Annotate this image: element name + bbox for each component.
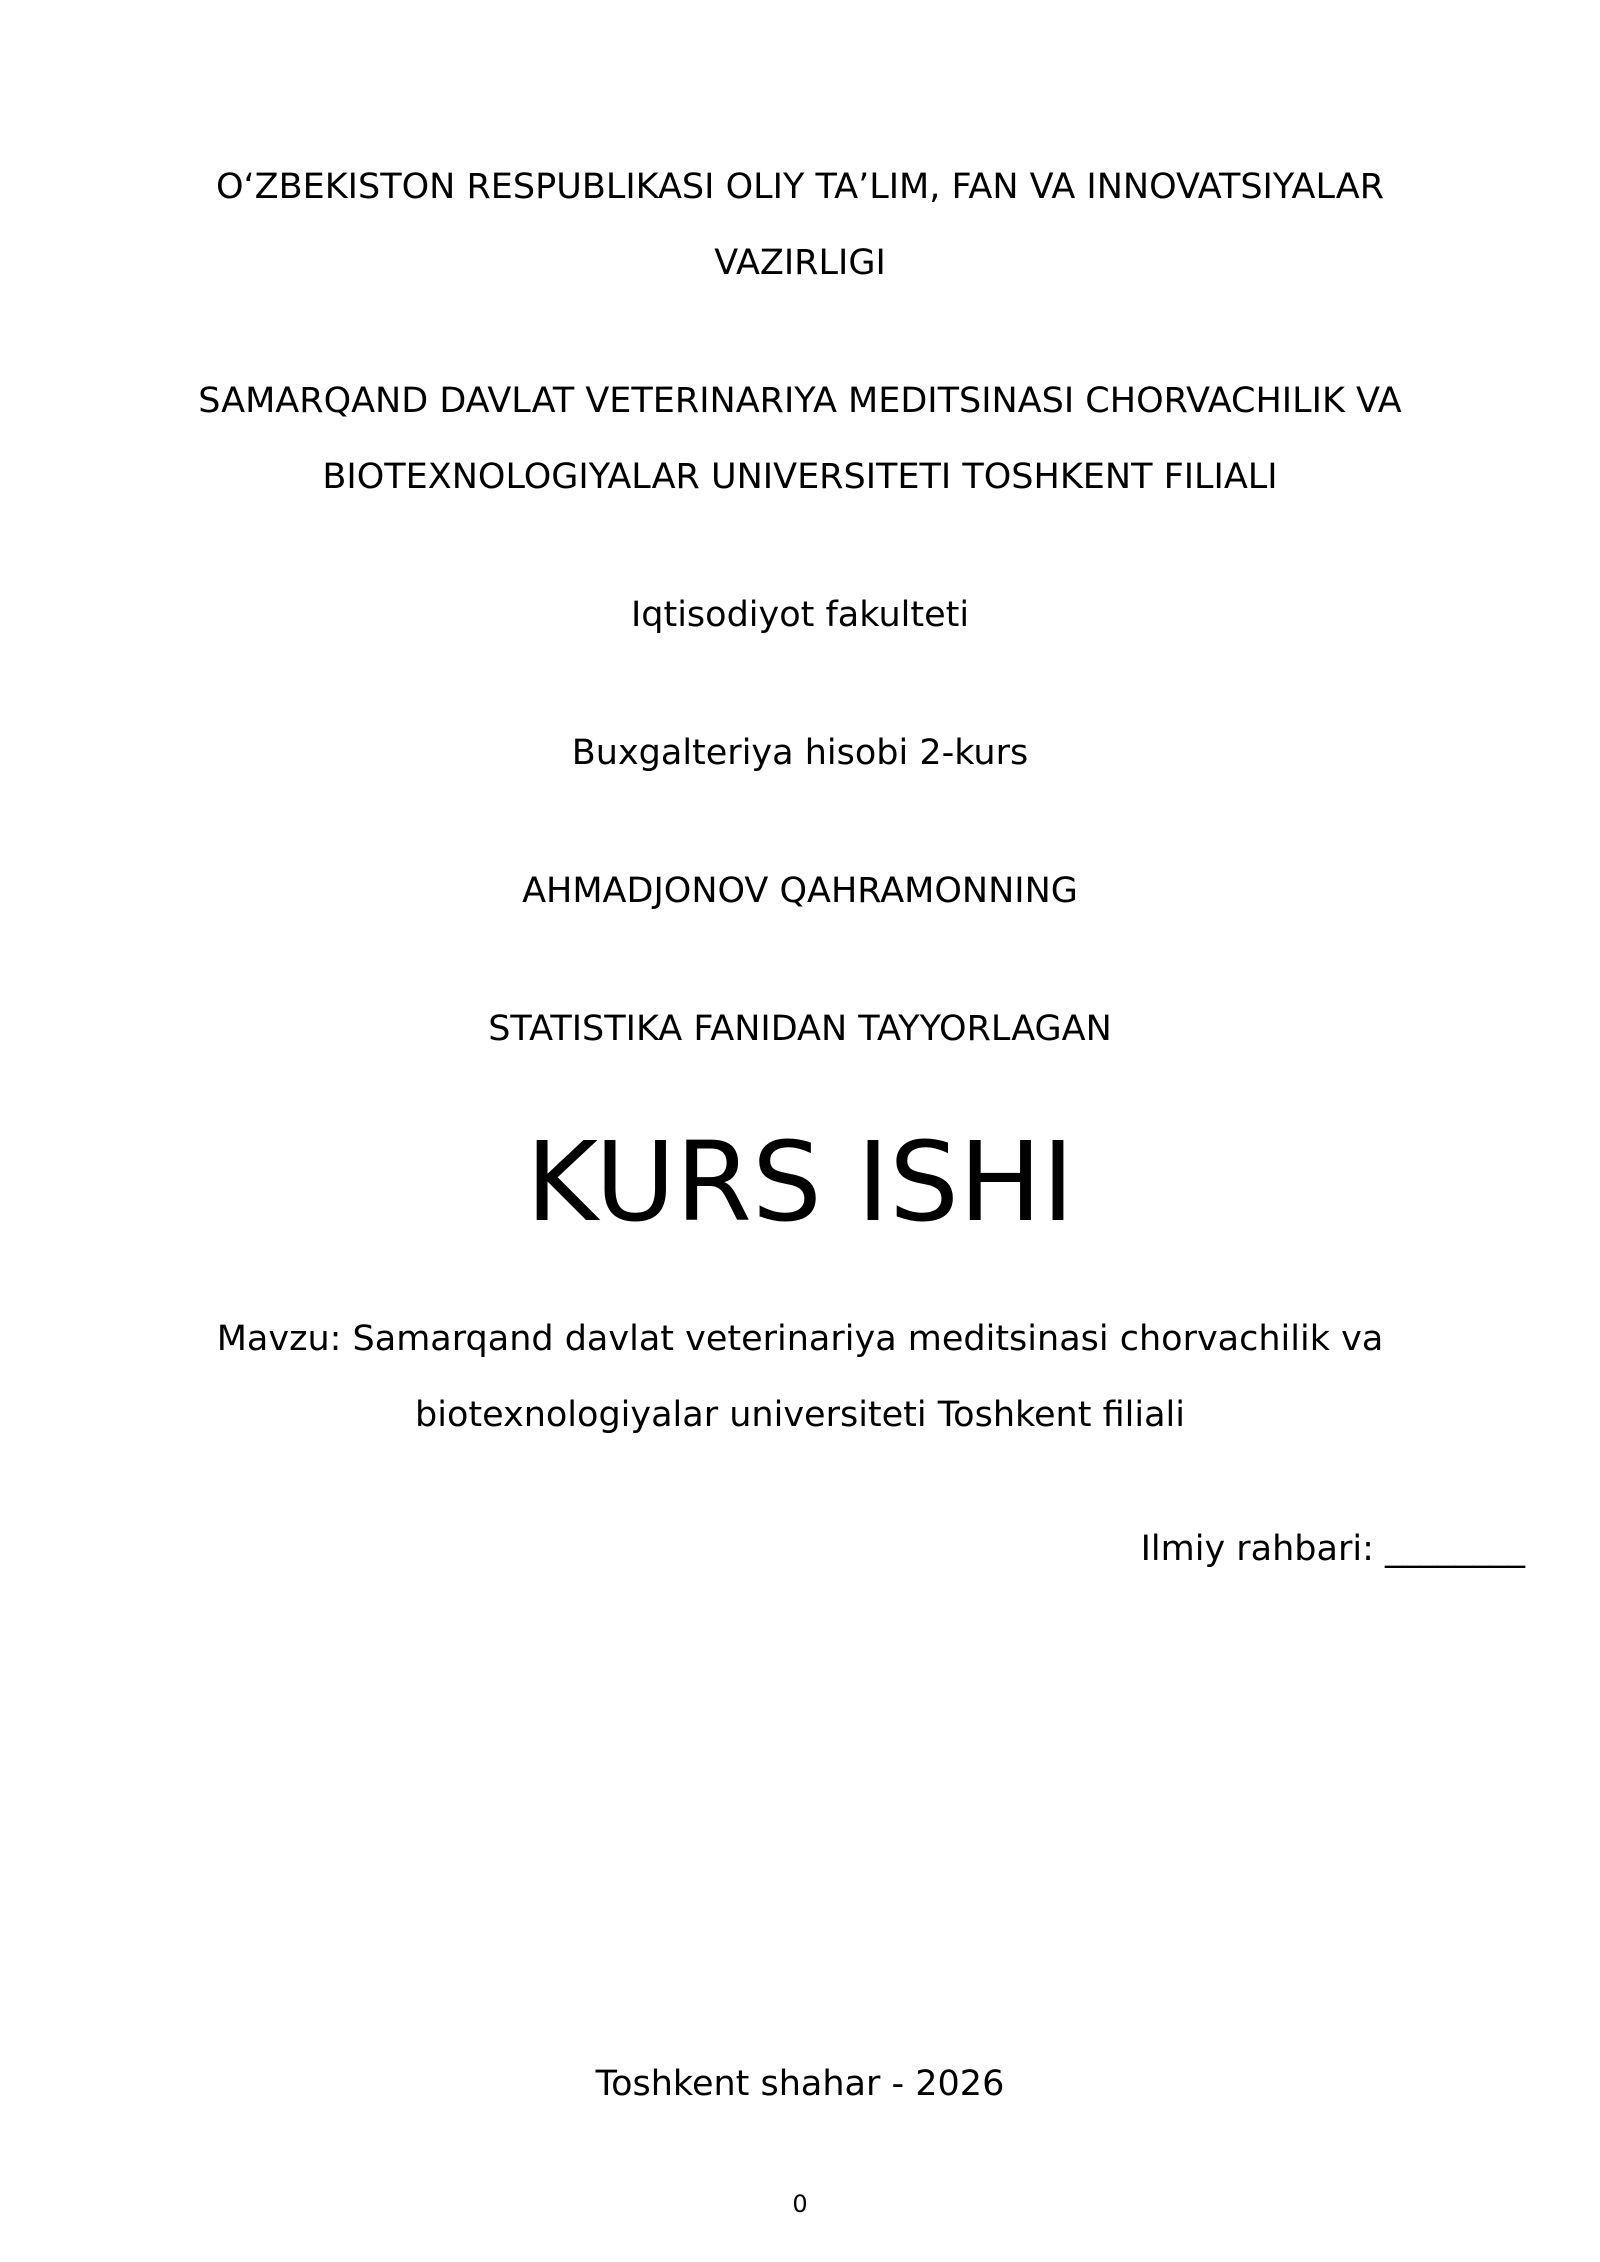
city-year-text: Toshkent shahar - 2026: [595, 2064, 1005, 2104]
page-number: 0: [792, 2190, 808, 2218]
subject-text: STATISTIKA FANIDAN TAYYORLAGAN: [488, 1009, 1112, 1049]
course-text: Buxgalteriya hisobi 2-kurs: [571, 733, 1029, 773]
faculty-text: Iqtisodiyot fakulteti: [630, 595, 970, 635]
student-name: AHMADJONOV QAHRAMONNING: [522, 871, 1078, 911]
university-line-1: SAMARQAND DAVLAT VETERINARIYA MEDITSINASI CHORVACHILIK VA: [198, 381, 1402, 421]
document-title: KURS ISHI: [525, 1118, 1075, 1246]
university-line-2: BIOTEXNOLOGIYALAR UNIVERSITETI TOSHKENT FILIALI: [322, 457, 1278, 497]
topic-line-2: biotexnologiyalar universiteti Toshkent filiali: [415, 1395, 1185, 1435]
ministry-line-1: O‘ZBEKISTON RESPUBLIKASI OLIY TA’LIM, FAN VA INNOVATSIYALAR: [215, 167, 1385, 207]
topic-line-1: Mavzu: Samarqand davlat veterinariya meditsinasi chorvachilik va: [216, 1319, 1384, 1359]
ministry-line-2: VAZIRLIGI: [714, 243, 886, 283]
supervisor-text: Ilmiy rahbari: ________: [1140, 1529, 1525, 1569]
